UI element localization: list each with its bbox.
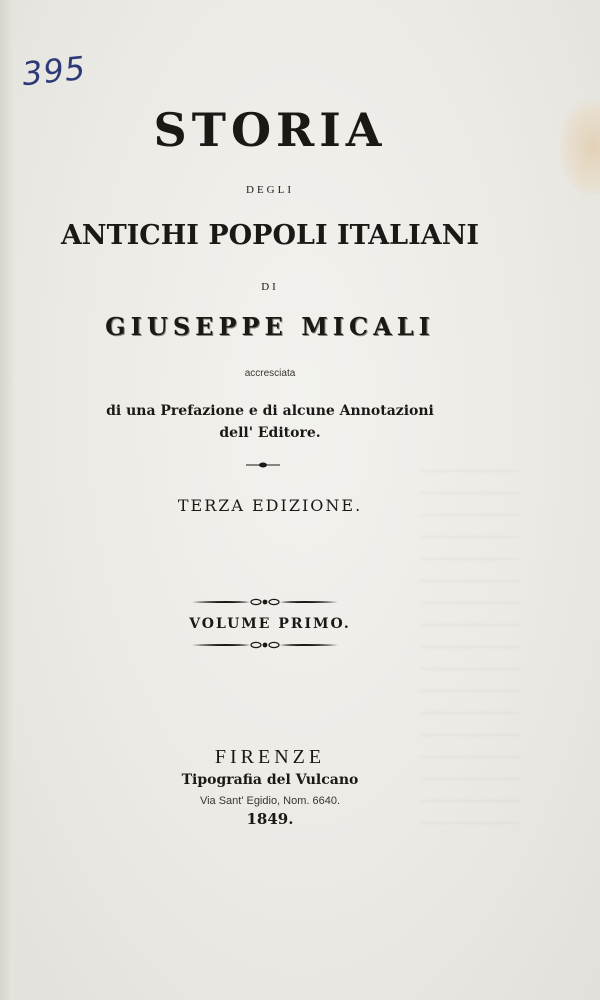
accresciata-text: accresciata: [244, 368, 296, 379]
dot-rule-ornament: [246, 462, 280, 468]
imprint-city: FIRENZE: [214, 746, 326, 768]
connector-di: DI: [261, 281, 279, 293]
foxing-stain: [560, 100, 600, 195]
preface-line-1: di una Prefazione e di alcune Annotazioni: [106, 403, 434, 419]
handwritten-shelf-mark: 395: [20, 48, 88, 94]
book-subtitle: ANTICHI POPOLI ITALIANI: [60, 220, 480, 251]
imprint-printer: Tipografia del Vulcano: [181, 772, 359, 788]
ornament-rule-bottom: [190, 640, 340, 650]
connector-degli: DEGLI: [246, 184, 294, 196]
imprint-year: 1849.: [246, 810, 294, 828]
book-title: STORIA: [153, 103, 387, 157]
edition-statement: TERZA EDIZIONE.: [177, 496, 363, 515]
ornament-rule-top: [190, 597, 340, 607]
author-name: GIUSEPPE MICALI: [105, 312, 435, 341]
imprint-address: Via Sant' Egidio, Nom. 6640.: [199, 795, 341, 807]
preface-line-2: dell' Editore.: [219, 425, 321, 441]
volume-label: VOLUME PRIMO.: [189, 616, 351, 632]
